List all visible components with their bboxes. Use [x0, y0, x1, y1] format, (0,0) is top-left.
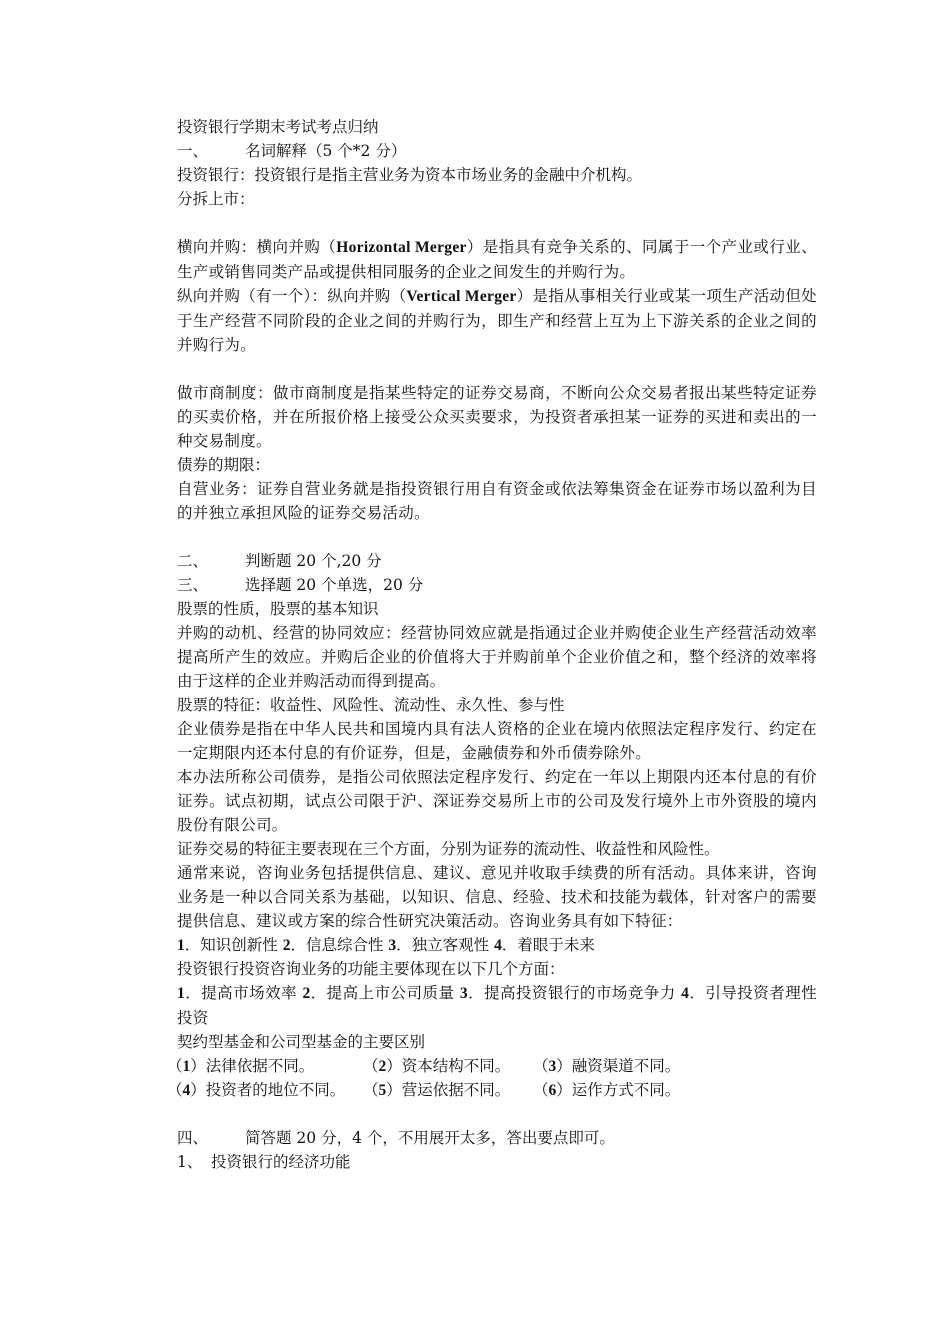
- list-item: ．信息综合性: [290, 936, 389, 954]
- question-text: 投资银行的经济功能: [211, 1153, 351, 1171]
- list-item: ）资本结构不同。: [386, 1057, 511, 1075]
- list-number: 5: [378, 1082, 387, 1099]
- topic-corporate-bond: 企业债券是指在中华人民共和国境内具有法人资格的企业在境内依照法定程序发行、约定在一定期限内还本付息的有价证券，但是，金融债券和外币债券除外。: [177, 720, 817, 762]
- section-title: 名词解释（5 个*2 分）: [245, 142, 407, 160]
- difference-item: [167, 1078, 363, 1103]
- text-run: 横向并购：横向并购（: [177, 238, 337, 256]
- list-number: 3: [548, 1058, 557, 1075]
- list-number: 2: [282, 937, 291, 954]
- list-number: 2: [378, 1058, 387, 1075]
- list-number: 1: [182, 1058, 191, 1075]
- section-number: 二、: [177, 552, 209, 570]
- paren: （: [363, 1081, 379, 1099]
- definition-split-listing: 分拆上市：: [177, 190, 255, 208]
- section-title: 判断题 20 个,20 分: [245, 552, 382, 570]
- blank-line: [177, 1102, 817, 1126]
- question-number: 1、: [177, 1153, 203, 1171]
- paren: （: [533, 1081, 549, 1099]
- definition-proprietary-trading: 自营业务：证券自营业务就是指投资银行用自有资金或依法筹集资金在证券市场以盈利为目的并独立承担风险的证券交易活动。: [177, 480, 817, 522]
- text-run: 纵向并购（有一个）：纵向并购（: [177, 287, 407, 305]
- blank-line: [177, 211, 817, 235]
- topic-trade-features: 证券交易的特征主要表现在三个方面，分别为证券的流动性、收益性和风险性。: [177, 840, 720, 858]
- document-title: 投资银行学期末考试考点归纳: [177, 118, 379, 136]
- topic-consulting: 通常来说，咨询业务包括提供信息、建议、意见并收取手续费的所有活动。具体来讲，咨询业务是一种以合同关系为基础，以知识、信息、经验、技术和技能为载体，针对客户的需要提供信息、建议或方案的综合性研究决策活动。咨询业务具有如下特征：: [177, 864, 817, 930]
- definition-vertical-merger: [177, 284, 817, 357]
- list-number: 2: [302, 985, 311, 1002]
- list-item: ．着眼于未来: [501, 936, 595, 954]
- list-item: ）运作方式不同。: [556, 1081, 681, 1099]
- definition-investment-bank: 投资银行：投资银行是指主营业务为资本市场业务的金融中介机构。: [177, 166, 643, 184]
- definition-market-maker: 做市商制度：做市商制度是指某些特定的证券交易商，不断向公众交易者报出某些特定证券的买卖价格，并在所报价格上接受公众买卖要求，为投资者承担某一证券的买进和卖出的一种交易制度。: [177, 384, 817, 450]
- list-item: ）融资渠道不同。: [556, 1057, 681, 1075]
- list-number: 6: [548, 1082, 557, 1099]
- consulting-features-list: [177, 933, 817, 957]
- definition-bond-term: 债券的期限：: [177, 456, 271, 474]
- section-number: 一、: [177, 142, 209, 160]
- section-title: 简答题 20 分，4 个，不用展开太多，答出要点即可。: [245, 1129, 615, 1147]
- topic-stock-features: 股票的特征：收益性、风险性、流动性、永久性、参与性: [177, 696, 565, 714]
- section-heading-3: [177, 573, 817, 597]
- paren: （: [167, 1081, 183, 1099]
- text-run: ）是指具有竞争关系的、同属于一个产业或行业、生产或销售同类产品或提供相同服务的企业之间发生的并购行为。: [177, 238, 817, 281]
- section-heading-1: [177, 139, 817, 163]
- list-item: ．引导投资者理性投资: [177, 984, 818, 1027]
- document-body: [167, 115, 818, 1174]
- paren: （: [363, 1057, 379, 1075]
- functions-list: [177, 981, 817, 1030]
- paren: （: [167, 1057, 183, 1075]
- section-heading-2: [177, 549, 817, 573]
- topic-company-bond: 本办法所称公司债券，是指公司依照法定程序发行、约定在一年以上期限内还本付息的有价证券。试点初期，试点公司限于沪、深证券交易所上市的公司及发行境外上市外资股的境内股份有限公司。: [177, 768, 817, 834]
- difference-item: [167, 1054, 363, 1079]
- english-term: Horizontal Merger: [336, 239, 467, 256]
- list-number: 4: [494, 937, 502, 954]
- section-number: 四、: [177, 1129, 209, 1147]
- list-item: ．提高投资银行的市场竞争力: [467, 984, 682, 1002]
- list-item: ）法律依据不同。: [190, 1057, 315, 1075]
- list-item: ．独立客观性: [396, 936, 495, 954]
- list-number: 4: [182, 1082, 191, 1099]
- question-1: [177, 1150, 817, 1174]
- text-run: ）是指从事相关行业或某一项生产活动但处于生产经营不同阶段的企业之间的并购行为，即生产和经营上互为上下游关系的企业之间的并购行为。: [177, 287, 817, 354]
- english-term: Vertical Merger: [406, 288, 517, 305]
- list-item: ．知识创新性: [184, 936, 283, 954]
- list-number: 3: [459, 985, 468, 1002]
- function-intro: 投资银行投资咨询业务的功能主要体现在以下几个方面：: [177, 960, 565, 978]
- difference-item: [533, 1078, 729, 1103]
- list-number: 1: [177, 937, 185, 954]
- list-item: ．提高上市公司质量: [310, 984, 460, 1002]
- list-item: ）投资者的地位不同。: [190, 1081, 346, 1099]
- section-title: 选择题 20 个单选，20 分: [245, 576, 424, 594]
- difference-item: [363, 1054, 533, 1079]
- list-number: 4: [681, 985, 690, 1002]
- fund-difference-heading: 契约型基金和公司型基金的主要区别: [177, 1033, 426, 1051]
- topic-stock-nature: 股票的性质，股票的基本知识: [177, 600, 379, 618]
- difference-item: [533, 1054, 729, 1079]
- list-number: 3: [388, 937, 397, 954]
- paren: （: [533, 1057, 549, 1075]
- list-number: 1: [177, 985, 186, 1002]
- list-item: ．提高市场效率: [185, 984, 303, 1002]
- blank-line: [177, 525, 817, 549]
- list-item: ）营运依据不同。: [386, 1081, 511, 1099]
- blank-line: [177, 357, 817, 381]
- difference-item: [363, 1078, 533, 1103]
- fund-difference-row-2: [167, 1078, 817, 1102]
- definition-horizontal-merger: [177, 235, 817, 284]
- section-heading-4: [177, 1126, 817, 1150]
- section-number: 三、: [177, 576, 209, 594]
- topic-synergy: 并购的动机、经营的协同效应：经营协同效应就是指通过企业并购使企业生产经营活动效率提高所产生的效应。并购后企业的价值将大于并购前单个企业价值之和，整个经济的效率将由于这样的企业并购活动而得到提高。: [177, 624, 817, 690]
- fund-difference-row-1: [167, 1054, 817, 1078]
